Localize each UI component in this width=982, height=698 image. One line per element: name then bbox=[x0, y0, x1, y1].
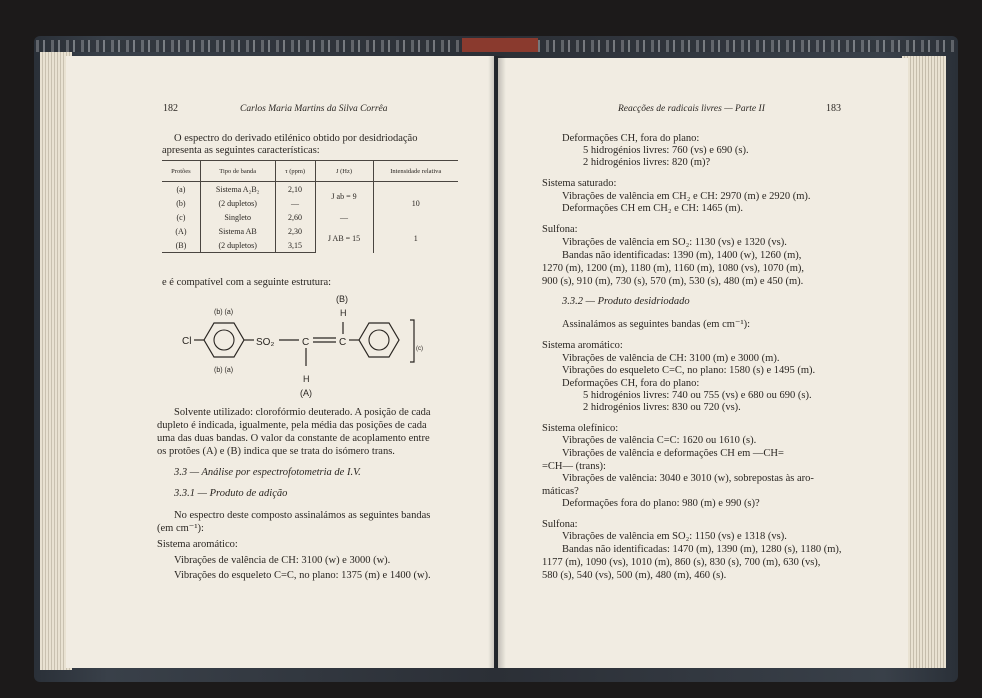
text-line: Sistema olefínico: bbox=[542, 423, 619, 434]
text-line: Sulfona: bbox=[542, 519, 578, 530]
col-header-protons: Protões bbox=[162, 161, 200, 182]
vib-valencia-ch: Vibrações de valência de CH: 3100 (w) e 3000 (w). bbox=[174, 555, 391, 566]
col-header-intensity: Intensidade relativa bbox=[373, 161, 458, 182]
text-line: Sistema aromático: bbox=[542, 340, 623, 351]
text-line: Sistema saturado: bbox=[542, 178, 617, 189]
label-B: (B) bbox=[336, 294, 348, 304]
vib-esqueleto: Vibrações do esqueleto C=C, no plano: 1375 (m) e 1400 (w). bbox=[174, 570, 431, 581]
label-A: (A) bbox=[300, 388, 312, 398]
text-line: Deformações CH, fora do plano: bbox=[562, 378, 700, 389]
text-line: 5 hidrogénios livres: 740 ou 755 (vs) e 680 ou 690 (s). bbox=[583, 390, 812, 401]
para1-line-1: Solvente utilizado: clorofórmio deuterado. A posição de cada bbox=[174, 407, 431, 418]
label-SO2: SO₂ bbox=[256, 337, 275, 348]
text-line: Bandas não identificadas: 1390 (m), 1400 (w), 1260 (m), bbox=[562, 250, 802, 261]
para1-line-3: uma das duas bandas. O valor da constante de acoplamento entre bbox=[157, 433, 430, 444]
table-row: (b) (2 dupletos) — bbox=[162, 196, 458, 210]
text-line: 900 (s), 910 (m), 730 (s), 570 (m), 530 (s), 480 (m) e 450 (m). bbox=[542, 276, 804, 287]
compat-line: e é compatível com a seguinte estrutura: bbox=[162, 277, 332, 288]
sistema-aromatico: Sistema aromático: bbox=[157, 539, 238, 550]
benzene-ring-right bbox=[359, 323, 399, 357]
text-line: Deformações fora do plano: 980 (m) e 990 (s)? bbox=[562, 498, 760, 509]
text-line: Deformações CH, fora do plano: bbox=[562, 133, 700, 144]
col-header-band: Tipo de banda bbox=[200, 161, 275, 182]
structure-diagram bbox=[176, 290, 446, 400]
text-line: =CH— (trans): bbox=[542, 461, 606, 472]
col-header-j: J (Hz) bbox=[315, 161, 373, 182]
para2-line-1: No espectro deste composto assinalámos as seguintes bandas bbox=[174, 510, 431, 521]
text-line: 1270 (m), 1200 (m), 1180 (m), 1160 (m), 1080 (vs), 1070 (m), bbox=[542, 263, 804, 274]
text-line: Vibrações de valência em SO₂: 1130 (vs) e 1320 (vs). bbox=[562, 237, 787, 248]
para1-line-4: os protões (A) e (B) indica que se trata do isómero trans. bbox=[157, 446, 395, 457]
book-gutter bbox=[488, 56, 506, 668]
table-row: (B) (2 dupletos) 3,15 bbox=[162, 238, 458, 253]
text-line: Deformações CH em CH₂ e CH: 1465 (m). bbox=[562, 203, 743, 214]
label-ba-bottom: (b) (a) bbox=[214, 367, 234, 374]
section-3-3-1: 3.3.1 — Produto de adição bbox=[174, 488, 288, 499]
intro-line-2: apresenta as seguintes características: bbox=[162, 145, 320, 156]
aromatic-circle-right bbox=[369, 330, 389, 350]
text-line: máticas? bbox=[542, 486, 579, 497]
text-line: 5 hidrogénios livres: 760 (vs) e 690 (s). bbox=[583, 145, 749, 156]
running-head-right: Reacções de radicais livres — Parte II bbox=[618, 104, 765, 114]
label-C1: C bbox=[302, 337, 310, 348]
text-line: Vibrações de valência: 3040 e 3010 (w), sobrepostas às aro- bbox=[562, 473, 814, 484]
para1-line-2: dupleto é indicada, igualmente, pela média das posições de cada bbox=[157, 420, 427, 431]
label-c: (c) bbox=[416, 346, 423, 352]
section-3-3-2: 3.3.2 — Produto desidriodado bbox=[562, 296, 690, 307]
page-number-left: 182 bbox=[163, 103, 178, 114]
text-line: Vibrações de valência de CH: 3100 (m) e 3000 (m). bbox=[562, 353, 780, 364]
text-line: Vibrações de valência e deformações CH em —CH= bbox=[562, 448, 784, 459]
running-head-left: Carlos Maria Martins da Silva Corrêa bbox=[240, 104, 388, 114]
benzene-ring-left bbox=[204, 323, 244, 357]
text-line: Assinalámos as seguintes bandas (em cm⁻¹): bbox=[562, 319, 751, 330]
table-row: (c) Singleto 2,60 — bbox=[162, 210, 458, 224]
text-line: Bandas não identificadas: 1470 (m), 1390 (m), 1280 (s), 1180 (m), bbox=[562, 544, 842, 555]
page-number-right: 183 bbox=[826, 103, 841, 114]
label-ba-top: (b) (a) bbox=[214, 309, 234, 316]
text-line: Vibrações do esqueleto C=C, no plano: 1580 (s) e 1495 (m). bbox=[562, 365, 816, 376]
intro-line-1: O espectro do derivado etilénico obtido por desidriodação bbox=[174, 133, 418, 144]
col-header-tau: τ (ppm) bbox=[275, 161, 315, 182]
section-3-3: 3.3 — Análise por espectrofotometria de I.V. bbox=[174, 467, 361, 478]
para2-line-2: (em cm⁻¹): bbox=[157, 523, 204, 534]
text-line: 2 hidrogénios livres: 820 (m)? bbox=[583, 157, 711, 168]
text-line: Vibrações de valência C=C: 1620 ou 1610 (s). bbox=[562, 435, 757, 446]
label-H-bottom: H bbox=[303, 374, 310, 384]
text-line: Sulfona: bbox=[542, 224, 578, 235]
label-C2: C bbox=[339, 337, 347, 348]
aromatic-circle-left bbox=[214, 330, 234, 350]
table-row: (a) Sistema A₂B₂ 2,10 J ab = 9 10 bbox=[162, 182, 458, 197]
table-row: (A) Sistema AB 2,30 J AB = 15 1 bbox=[162, 224, 458, 238]
text-line: Vibrações de valência em CH₂ e CH: 2970 (m) e 2920 (m). bbox=[562, 191, 811, 202]
text-line: Vibrações de valência em SO₂: 1150 (vs) e 1318 (vs). bbox=[562, 531, 787, 542]
text-line: 1177 (m), 1090 (vs), 1010 (m), 860 (s), 830 (s), 700 (m), 630 (vs), bbox=[542, 557, 821, 568]
label-H-top: H bbox=[340, 308, 347, 318]
nmr-table bbox=[162, 161, 458, 253]
text-line: 2 hidrogénios livres: 830 ou 720 (vs). bbox=[583, 402, 741, 413]
label-Cl: Cl bbox=[182, 336, 192, 347]
right-page-edges bbox=[902, 56, 946, 668]
text-line: 580 (s), 540 (vs), 500 (m), 480 (m), 460 (s). bbox=[542, 570, 727, 581]
bracket bbox=[410, 320, 414, 362]
book-spine bbox=[462, 38, 538, 52]
